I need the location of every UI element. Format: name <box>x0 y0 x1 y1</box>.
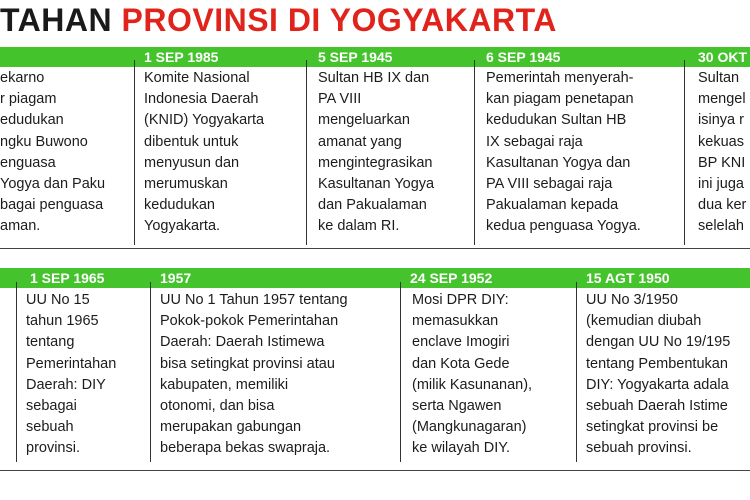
entry-line: (kemudian diubah <box>586 313 702 330</box>
timeline-entry <box>144 68 304 238</box>
entry-line: amanat yang <box>318 133 402 150</box>
entry-line: bisa setingkat provinsi atau <box>160 355 335 372</box>
timeline-entry <box>586 290 750 460</box>
entry-line: tahun 1965 <box>26 313 99 330</box>
row-separator <box>0 248 750 249</box>
timeline-entry <box>26 290 146 460</box>
entry-line: enclave Imogiri <box>412 334 510 351</box>
entry-line: ke dalam RI. <box>318 218 400 235</box>
entry-line: isinya r <box>698 112 744 129</box>
entry-line: dengan UU No 19/195 <box>586 334 731 351</box>
date-label: 1957 <box>160 270 192 286</box>
entry-line: dan Kota Gede <box>412 355 510 372</box>
entry-line: ngku Buwono <box>0 133 88 150</box>
date-label: 1 SEP 1965 <box>30 270 105 286</box>
entry-line: kekuas <box>698 133 744 150</box>
entry-line: PA VIII sebagai raja <box>486 176 613 193</box>
entry-line: Pemerintah menyerah- <box>486 70 634 86</box>
date-label: 24 SEP 1952 <box>410 270 493 286</box>
entry-line: Yogyakarta. <box>144 218 221 235</box>
date-label: 15 AGT 1950 <box>586 270 670 286</box>
entry-line: kabupaten, memiliki <box>160 376 289 393</box>
entry-line: provinsi. <box>26 440 80 457</box>
divider-line <box>684 60 685 245</box>
title-part-1: TAHAN <box>0 2 113 38</box>
date-label: 30 OKT <box>698 49 748 65</box>
divider-line <box>150 282 151 462</box>
entry-line: dibentuk untuk <box>144 133 239 150</box>
divider-line <box>306 60 307 245</box>
entry-line: Komite Nasional <box>144 70 250 86</box>
entry-line: tentang Pembentukan <box>586 355 728 372</box>
entry-line: menyusun dan <box>144 154 240 171</box>
entry-line: kedudukan Sultan HB <box>486 112 627 129</box>
divider-line <box>474 60 475 245</box>
entry-line: setingkat provinsi be <box>586 419 719 436</box>
date-label: 6 SEP 1945 <box>486 49 561 65</box>
entry-line: dua ker <box>698 197 747 214</box>
row-separator <box>0 470 750 471</box>
entry-line: merupakan gabungan <box>160 419 302 436</box>
entry-line: sebuah Daerah Istime <box>586 398 728 415</box>
entry-line: PA VIII <box>318 91 362 108</box>
date-label: 1 SEP 1985 <box>144 49 219 65</box>
entry-line: UU No 1 Tahun 1957 tentang <box>160 292 348 308</box>
entry-line: otonomi, dan bisa <box>160 398 275 415</box>
entry-line: memasukkan <box>412 313 499 330</box>
entry-line: (Mangkunagaran) <box>412 419 527 436</box>
entry-line: IX sebagai raja <box>486 133 583 150</box>
entry-line: DIY: Yogyakarta adala <box>586 376 729 393</box>
entry-line: kedudukan <box>144 197 215 214</box>
entry-line: Daerah: Daerah Istimewa <box>160 334 325 351</box>
entry-line: (milik Kasunanan), <box>412 376 533 393</box>
entry-line: Sultan HB IX dan <box>318 70 430 86</box>
date-label: 5 SEP 1945 <box>318 49 393 65</box>
entry-line: kan piagam penetapan <box>486 91 634 108</box>
entry-line: Yogya dan Paku <box>0 176 106 193</box>
entry-line: Mosi DPR DIY: <box>412 292 509 308</box>
entry-line: Kasultanan Yogya dan <box>486 154 631 171</box>
divider-line <box>16 282 17 462</box>
entry-line: sebagai <box>26 398 77 415</box>
entry-line: BP KNI <box>698 154 746 171</box>
title-part-2: PROVINSI DI YOGYAKARTA <box>121 2 557 38</box>
entry-line: tentang <box>26 334 75 351</box>
entry-line: enguasa <box>0 154 56 171</box>
divider-line <box>576 282 577 462</box>
timeline-entry <box>486 68 676 238</box>
timeline-entry <box>160 290 395 460</box>
divider-line <box>134 60 135 245</box>
entry-line: (KNID) Yogyakarta <box>144 112 265 129</box>
entry-line: mengel <box>698 91 746 108</box>
entry-line: edudukan <box>0 112 64 129</box>
timeline-entry <box>412 290 572 460</box>
timeline-entry <box>698 68 750 238</box>
entry-line: Pemerintahan <box>26 355 117 372</box>
entry-line: serta Ngawen <box>412 398 502 415</box>
entry-line: selelah <box>698 218 744 235</box>
entry-line: Pokok-pokok Pemerintahan <box>160 313 339 330</box>
entry-line: ke wilayah DIY. <box>412 440 511 457</box>
entry-line: UU No 15 <box>26 292 90 308</box>
divider-line <box>400 282 401 462</box>
timeline-entry <box>318 68 468 238</box>
entry-line: mengeluarkan <box>318 112 410 129</box>
entry-line: bagai penguasa <box>0 197 104 214</box>
entry-line: beberapa bekas swapraja. <box>160 440 331 457</box>
entry-line: Daerah: DIY <box>26 376 106 393</box>
entry-line: r piagam <box>0 91 57 108</box>
page-title <box>0 0 557 40</box>
entry-line: sebuah <box>26 419 74 436</box>
entry-line: Pakualaman kepada <box>486 197 619 214</box>
entry-line: mengintegrasikan <box>318 154 433 171</box>
entry-line: merumuskan <box>144 176 228 193</box>
entry-line: ini juga <box>698 176 744 193</box>
entry-line: kedua penguasa Yogya. <box>486 218 641 235</box>
entry-line: Sultan <box>698 70 740 86</box>
entry-line: aman. <box>0 218 41 235</box>
entry-line: Kasultanan Yogya <box>318 176 435 193</box>
timeline-entry <box>0 68 128 238</box>
entry-line: sebuah provinsi. <box>586 440 692 457</box>
entry-line: UU No 3/1950 <box>586 292 678 308</box>
entry-line: Indonesia Daerah <box>144 91 259 108</box>
entry-line: ekarno <box>0 70 45 86</box>
entry-line: dan Pakualaman <box>318 197 427 214</box>
